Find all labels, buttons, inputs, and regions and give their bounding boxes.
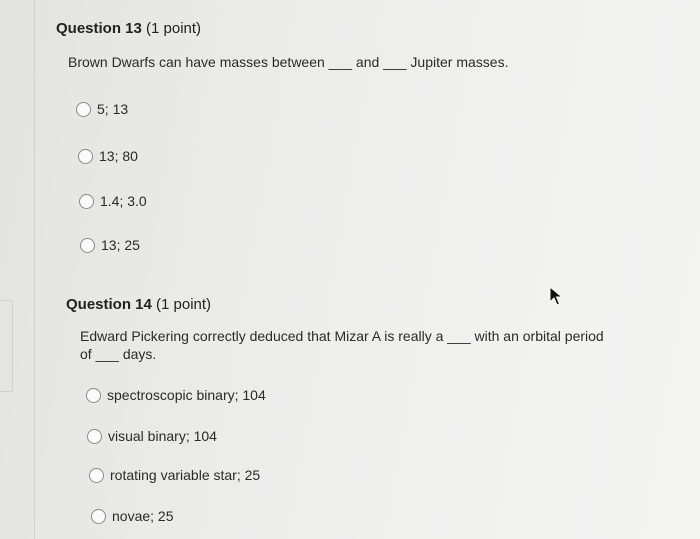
question-14-option-4[interactable] xyxy=(91,508,174,524)
question-13-text: Brown Dwarfs can have masses between ___ and ___ Jupiter masses. xyxy=(68,54,509,70)
radio-button-icon[interactable] xyxy=(78,149,93,164)
question-14-text-line-1: Edward Pickering correctly deduced that Mizar A is really a ___ with an orbital period xyxy=(80,328,604,344)
question-14-title xyxy=(66,296,211,313)
question-14-text-line-2: of ___ days. xyxy=(80,346,157,362)
question-13-option-1[interactable] xyxy=(76,101,128,117)
option-label: 5; 13 xyxy=(97,101,129,117)
question-13-option-3[interactable] xyxy=(79,193,147,209)
question-14-option-2[interactable] xyxy=(87,428,217,444)
question-14-heading: Question 14 xyxy=(66,296,152,313)
question-13-option-2[interactable] xyxy=(78,148,138,164)
option-label: 13; 25 xyxy=(101,237,140,253)
radio-button-icon[interactable] xyxy=(87,429,102,444)
option-label: spectroscopic binary; 104 xyxy=(107,387,266,403)
question-13-option-4[interactable] xyxy=(80,237,140,253)
radio-button-icon[interactable] xyxy=(89,468,104,483)
question-14-option-3[interactable] xyxy=(89,467,260,483)
question-13-title xyxy=(56,20,201,37)
option-label: 1.4; 3.0 xyxy=(100,193,147,209)
page-left-border xyxy=(0,0,35,539)
option-label: 13; 80 xyxy=(99,148,138,164)
mouse-pointer-icon xyxy=(549,286,565,306)
question-14-points: (1 point) xyxy=(151,296,212,313)
question-14-text xyxy=(80,327,604,363)
option-label: novae; 25 xyxy=(112,508,174,524)
question-13-heading: Question 13 xyxy=(56,20,142,37)
option-label: rotating variable star; 25 xyxy=(110,467,261,483)
radio-button-icon[interactable] xyxy=(80,238,95,253)
option-label: visual binary; 104 xyxy=(108,428,217,444)
question-13-points: (1 point) xyxy=(141,20,202,37)
radio-button-icon[interactable] xyxy=(76,102,91,117)
question-14-option-1[interactable] xyxy=(86,387,266,403)
radio-button-icon[interactable] xyxy=(86,388,101,403)
radio-button-icon[interactable] xyxy=(91,509,106,524)
edge-tab xyxy=(0,300,13,392)
radio-button-icon[interactable] xyxy=(79,194,94,209)
